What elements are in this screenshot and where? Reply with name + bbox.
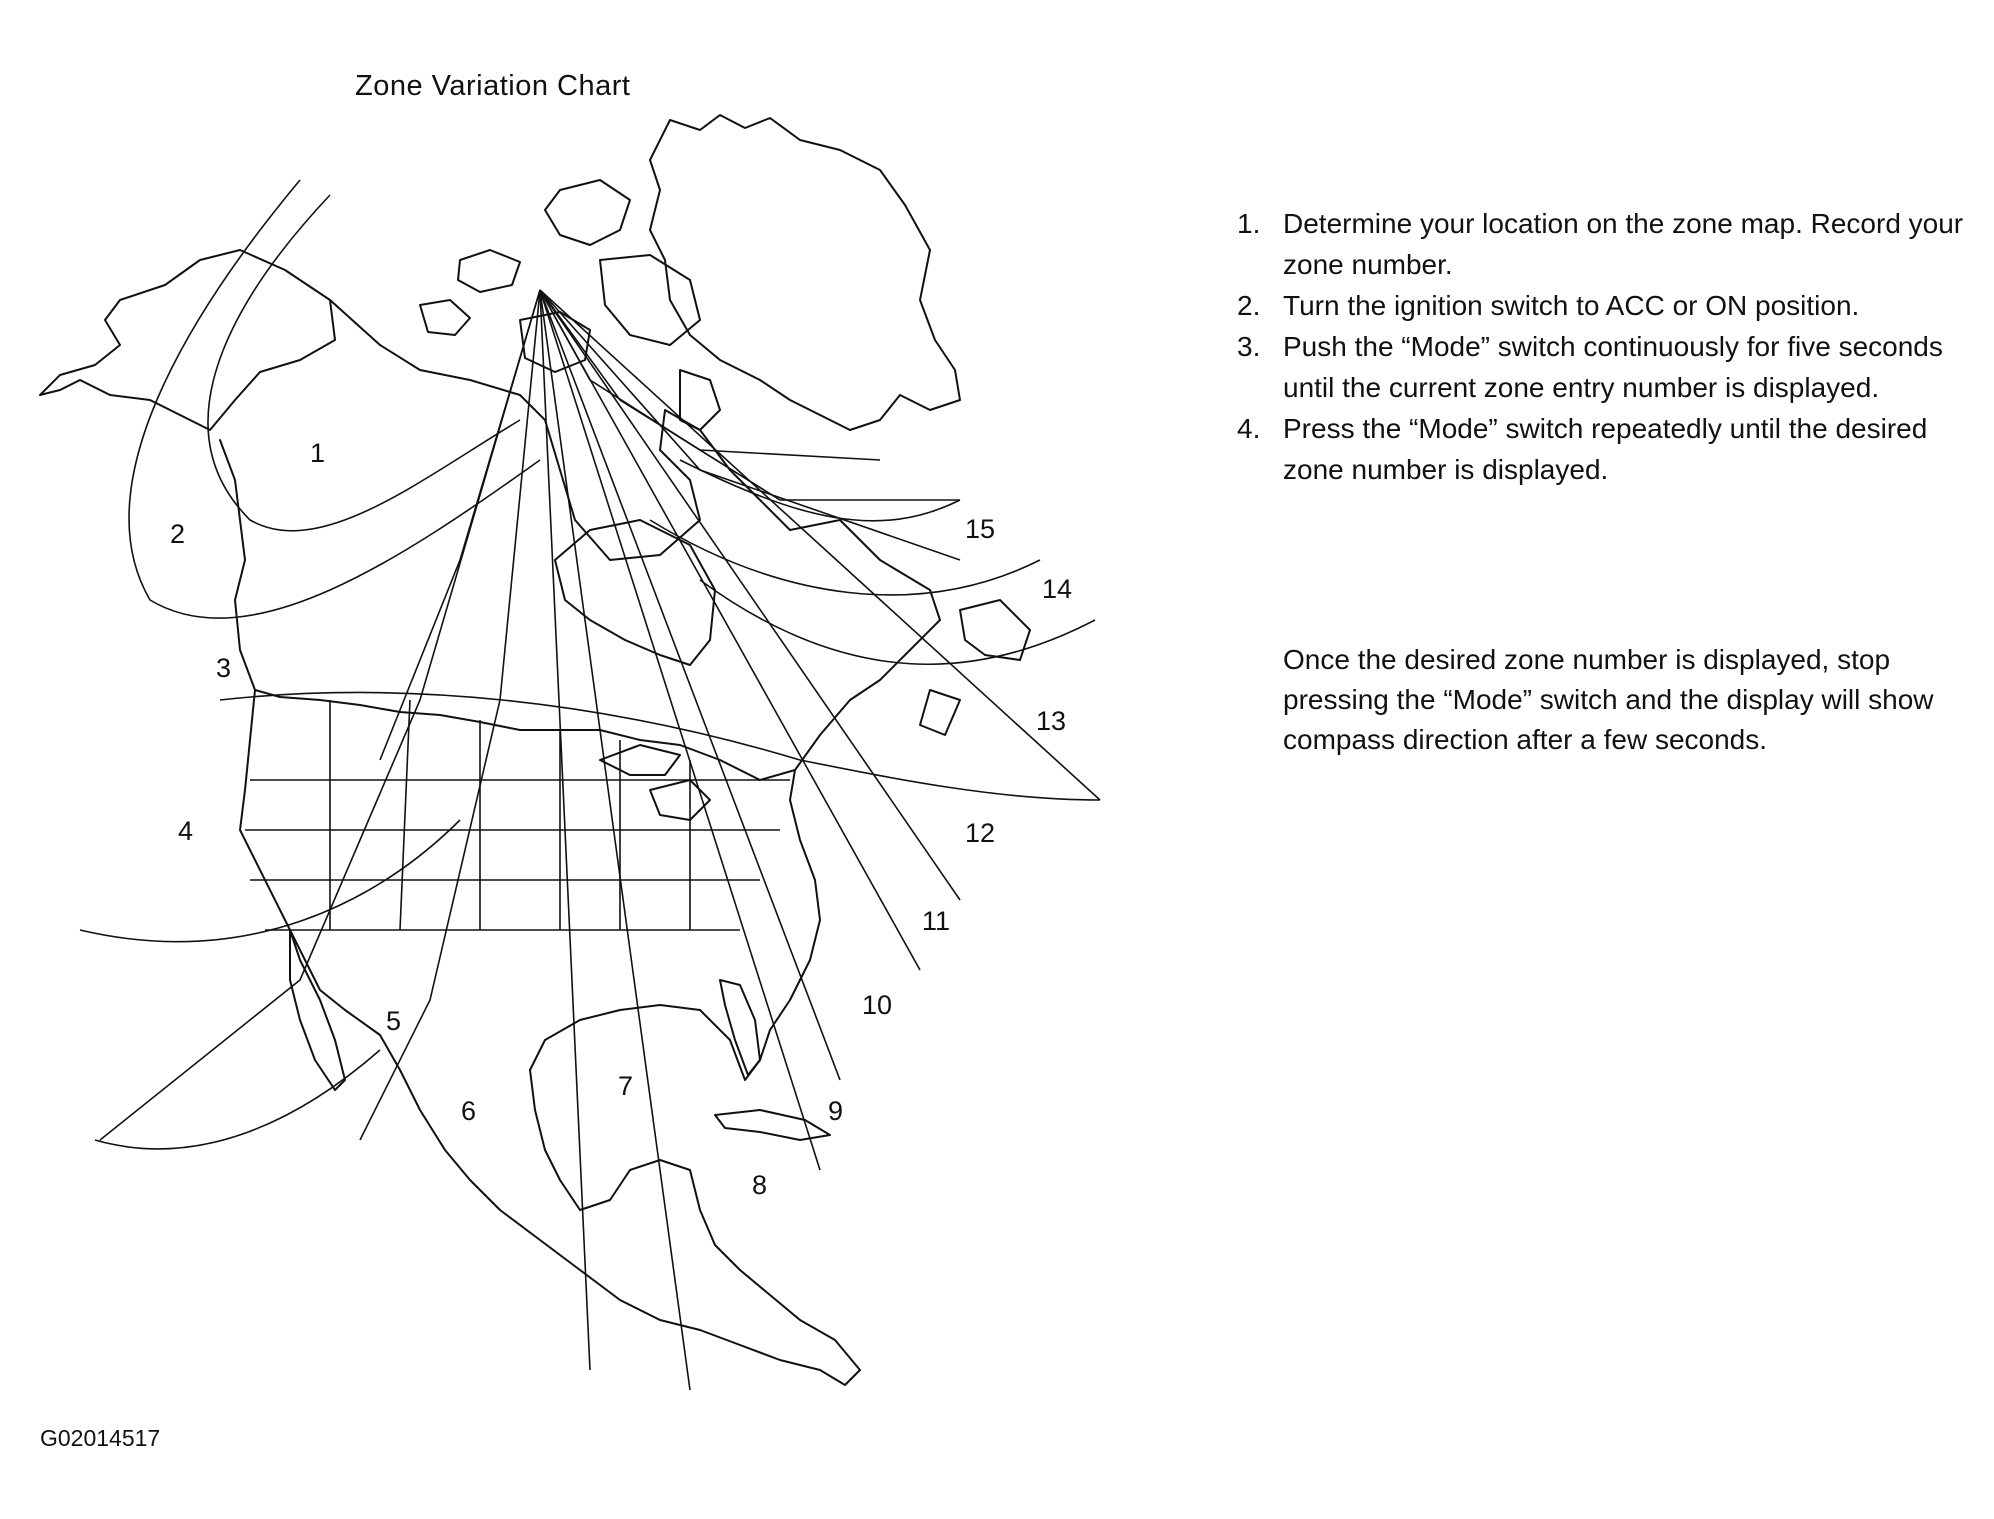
step-number: 3. — [1237, 331, 1261, 362]
step-number: 4. — [1237, 413, 1261, 444]
step-text: Push the “Mode” switch continuously for five seconds until the current zone entry number is displayed. — [1283, 331, 1943, 403]
step-text: Press the “Mode” switch repeatedly until the desired zone number is displayed. — [1283, 413, 1928, 485]
zone-1: 1 — [310, 438, 326, 468]
zone-6: 6 — [461, 1096, 477, 1126]
zone-7: 7 — [618, 1071, 634, 1101]
instruction-step — [1237, 203, 1977, 285]
instruction-list — [1237, 203, 1977, 490]
instruction-step — [1237, 285, 1977, 326]
zone-4: 4 — [178, 816, 194, 846]
step-number: 2. — [1237, 290, 1261, 321]
zone-2: 2 — [170, 519, 186, 549]
zone-13: 13 — [1036, 706, 1067, 736]
step-text: Determine your location on the zone map. Record your zone number. — [1283, 208, 1964, 280]
zone-9: 9 — [828, 1096, 844, 1126]
step-text: Turn the ignition switch to ACC or ON position. — [1283, 290, 1860, 321]
zone-15: 15 — [965, 514, 996, 544]
figure-code: G02014517 — [40, 1425, 161, 1451]
zone-10: 10 — [862, 990, 893, 1020]
chart-title: Zone Variation Chart — [355, 70, 631, 102]
zone-11: 11 — [922, 906, 951, 936]
zone-8: 8 — [752, 1170, 768, 1200]
instruction-step — [1237, 326, 1977, 408]
instruction-step — [1237, 408, 1977, 490]
step-number: 1. — [1237, 208, 1261, 239]
zone-14: 14 — [1042, 574, 1073, 604]
zone-3: 3 — [216, 653, 232, 683]
zone-boundary-lines — [80, 180, 1100, 1390]
zone-5: 5 — [386, 1006, 402, 1036]
zone-12: 12 — [965, 818, 996, 848]
completion-note: Once the desired zone number is displayed, stop pressing the “Mode” switch and the display will show compass direction after a few seconds. — [1283, 644, 1934, 755]
